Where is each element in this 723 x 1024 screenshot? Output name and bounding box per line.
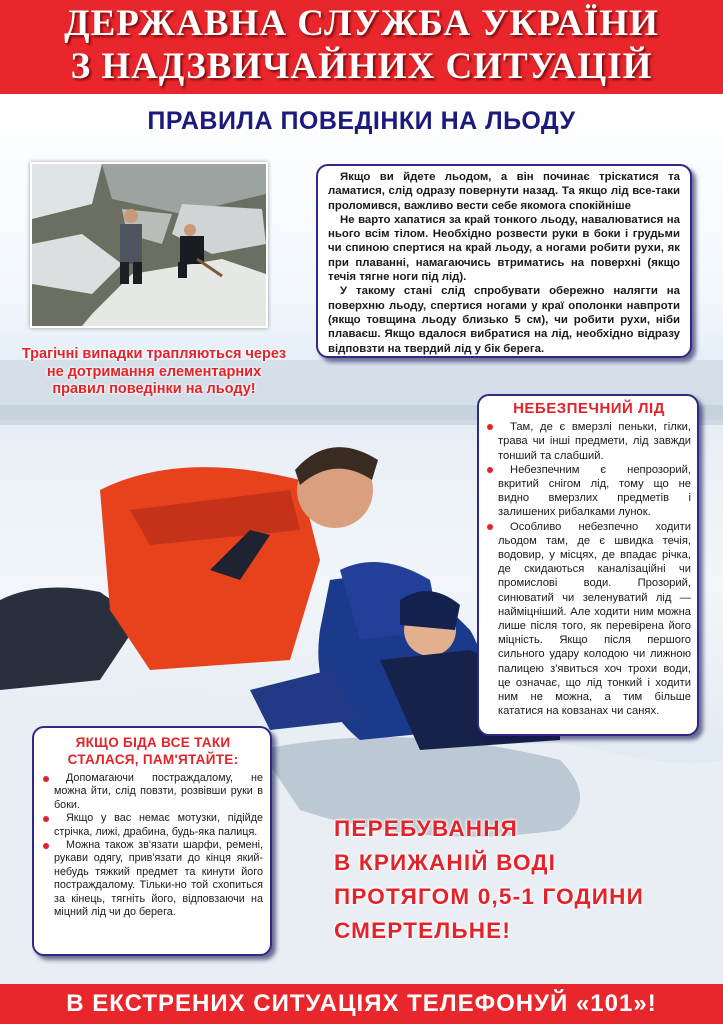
intro-rules-box: [316, 164, 692, 358]
warning-line: СМЕРТЕЛЬНЕ!: [334, 918, 512, 943]
intro-paragraph: У такому стані слід спробувати обережно налягти на поверхню льоду, спертися ногами у краї ополонки навпроти (якщо товщина льоду близько 5 см), чи робити рухи, ніби плаваєш. Якщо вдалося вибратися на лід, необхідно відразу відповзти на твердий лід у бік берега.: [328, 285, 680, 355]
list-item: Можна також зв'язати шарфи, ремені, рукави одягу, прив'язати до кінця який-небудь тяжкий предмет та кинути його постраждалому. Тільки-но той схопиться за кінець, тягніть його, відповзаючи на міцний лід чи до берега.: [43, 839, 263, 919]
if-trouble-box: [32, 726, 272, 956]
header-line-1: ДЕРЖАВНА СЛУЖБА УКРАЇНИ: [64, 3, 659, 44]
list-item: Там, де є вмерзлі пеньки, гілки, трава чи інші предмети, лід завжди тонший та слабший.: [487, 420, 691, 463]
intro-paragraph: Не варто хапатися за край тонкого льоду, навалюватися на нього всім тілом. Необхідно розвести руки в боки і грудьми чи спиною спертися на край льоду, а ногами робити рухи, як при плаванні, намагаючись втриматись на поверхні (якщо течія тягне ноги під лід).: [328, 213, 680, 284]
header-line-2: З НАДЗВИЧАЙНИХ СИТУАЦІЙ: [70, 46, 653, 87]
list-item: Якщо у вас немає мотузки, підійде стрічка, лижі, драбина, будь-яка палиця.: [43, 812, 263, 839]
tragic-note: Трагічні випадки трапляються через не дотримання елементарних правил поведінки на льоду!: [21, 346, 287, 397]
list-item: Особливо небезпечно ходити льодом там, де є швидка течія, водовир, у місцях, де впадає річка, де скидаються каналізаційні чи промислові води. Прозорий, синюватий чи зеленуватий лід — найміцніший. Але ходити ним можна лише після того, як перевірена його міцність. Якщо після першого сильного удару колодою чи лижною палицею з'явиться хоч трохи води, це означає, що лід тонкий і ходити ним не можна, а тим більше кататися на ковзанах чи санях.: [487, 520, 691, 719]
warning-line: ПЕРЕБУВАННЯ: [334, 816, 519, 841]
list-item: Допомагаючи постраждалому, не можна йти, слід повзти, розвівши руки в боки.: [43, 772, 263, 812]
header-banner: [0, 0, 723, 94]
dangerous-ice-box: [477, 394, 699, 736]
warning-line: В КРИЖАНІЙ ВОДІ: [334, 850, 557, 875]
ice-rescue-photo: [30, 162, 268, 328]
warning-line: ПРОТЯГОМ 0,5-1 ГОДИНИ: [334, 884, 644, 909]
dangerous-ice-heading: НЕБЕЗПЕЧНИЙ ЛІД: [513, 400, 665, 417]
intro-paragraph: Якщо ви йдете льодом, а він починає тріскатися та ламатися, слід одразу повернути назад. Та якщо лід все-таки проломився, важливо вести себе якомога спокійніше: [328, 171, 680, 212]
list-item: Небезпечним є непрозорий, вкритий снігом лід, тому що не видно вмерзлих предметів і залишених рибалками лунок.: [487, 463, 691, 520]
if-trouble-heading: ЯКЩО БІДА ВСЕ ТАКИ СТАЛАСЯ, ПАМ'ЯТАЙТЕ:: [67, 735, 239, 767]
page-title: ПРАВИЛА ПОВЕДІНКИ НА ЛЬОДУ: [147, 107, 576, 135]
emergency-footer: В ЕКСТРЕНИХ СИТУАЦІЯХ ТЕЛЕФОНУЙ «101»!: [0, 984, 723, 1024]
cold-water-warning: [334, 812, 644, 948]
